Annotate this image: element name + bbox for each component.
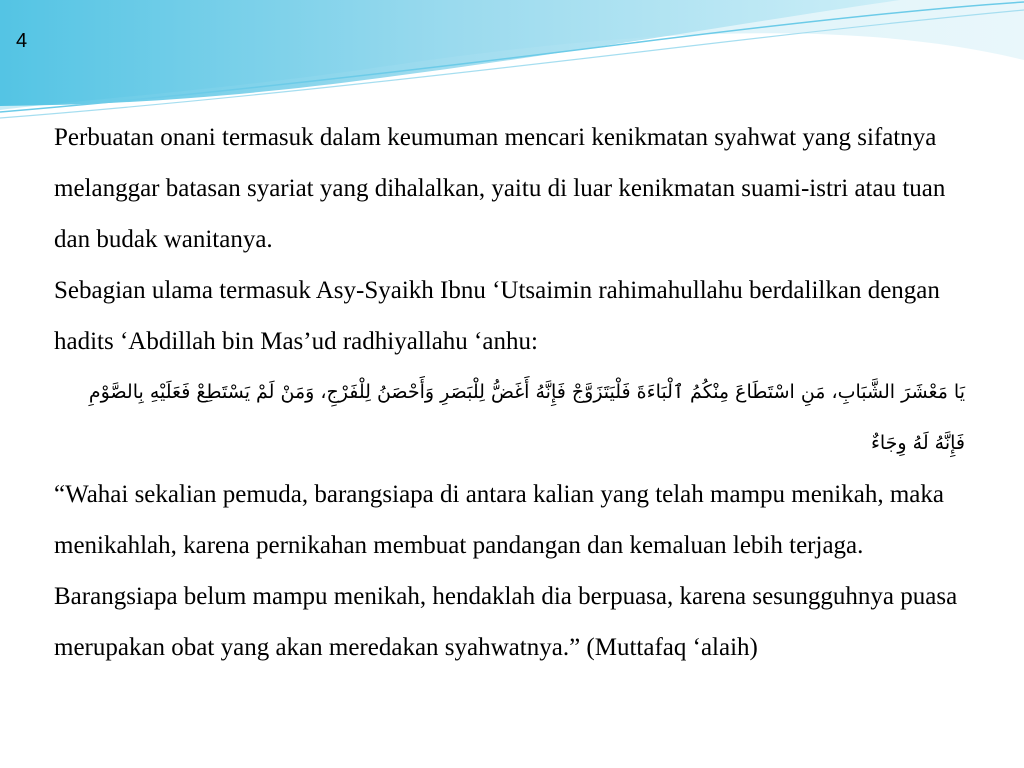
- paragraph-translation: “Wahai sekalian pemuda, barangsiapa di antara kalian yang telah mampu menikah, maka menikahlah, karena pernikahan membuat pandangan dan kemaluan lebih terjaga. Barangsiapa belum mampu menikah, hendaklah dia berpuasa, karena sesungguhnya puasa merupakan obat yang akan meredakan syahwatnya.” (Muttafaq ‘alaih): [54, 481, 958, 661]
- paragraph-ulama: Sebagian ulama termasuk Asy-Syaikh Ibnu ‘Utsaimin rahimahullahu berdalilkan dengan hadits ‘Abdillah bin Mas’ud radhiyallahu ‘anhu:: [54, 277, 940, 355]
- slide-content: [54, 112, 969, 673]
- slide-number: 4: [16, 30, 28, 52]
- paragraph-onani: Perbuatan onani termasuk dalam keumuman mencari kenikmatan syahwat yang sifatnya melanggar batasan syariat yang dihalalkan, yaitu di luar kenikmatan suami-istri atau tuan dan budak wanitanya.: [54, 124, 946, 253]
- arabic-hadith-text: يَا مَعْشَرَ الشَّبَابِ، مَنِ اسْتَطَاعَ مِنْكُمُ ٱلْبَاءَةَ فَلْيَتَزَوَّجْ فَإِنَّهُ أَغَضُّ لِلْبَصَرِ وَأَحْصَنُ لِلْفَرْجِ، وَمَنْ لَمْ يَسْتَطِعْ فَعَلَيْهِ بِالصَّوْمِ فَإِنَّهُ لَهُ وِجَاءٌ: [88, 381, 965, 454]
- header-wave-decoration: [0, 0, 1024, 130]
- wave-front: [0, 0, 900, 106]
